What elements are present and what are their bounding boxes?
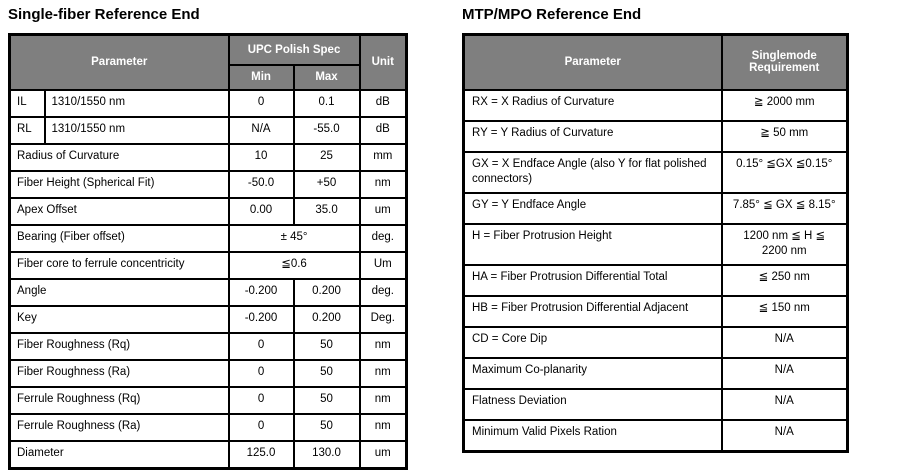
table-cell: 0: [229, 414, 294, 441]
table-row: [10, 144, 407, 171]
table-cell: -55.0: [294, 117, 360, 144]
table-row: [10, 90, 407, 117]
table-cell: ≦ 250 nm: [722, 265, 848, 296]
table-cell: RY = Y Radius of Curvature: [464, 121, 722, 152]
table-cell: -0.200: [229, 306, 294, 333]
single-fiber-section: [8, 6, 405, 470]
table-cell: CD = Core Dip: [464, 327, 722, 358]
table-cell: nm: [360, 360, 407, 387]
table-row: [10, 387, 407, 414]
column-header-requirement: Singlemode Requirement: [722, 34, 848, 90]
table-row: [464, 152, 848, 193]
mtp-mpo-section: [462, 6, 846, 453]
table-cell: Fiber core to ferrule concentricity: [10, 252, 229, 279]
table-row: [10, 333, 407, 360]
table-cell: 0.00: [229, 198, 294, 225]
table-cell: ≦0.6: [229, 252, 360, 279]
table-cell: Radius of Curvature: [10, 144, 229, 171]
table-cell: Ferrule Roughness (Rq): [10, 387, 229, 414]
single-fiber-table: [8, 33, 408, 470]
table-cell: nm: [360, 414, 407, 441]
table-cell: um: [360, 441, 407, 469]
table-cell: 125.0: [229, 441, 294, 469]
table-row: [464, 121, 848, 152]
table-row: [464, 193, 848, 224]
table-cell: 130.0: [294, 441, 360, 469]
table-row: [10, 279, 407, 306]
table-row: [464, 265, 848, 296]
table-cell: -0.200: [229, 279, 294, 306]
table-cell: 50: [294, 414, 360, 441]
table-cell: 0: [229, 333, 294, 360]
table-cell: Diameter: [10, 441, 229, 469]
table-cell: Um: [360, 252, 407, 279]
table-cell: dB: [360, 90, 407, 117]
table-row: [464, 358, 848, 389]
table-row: [10, 306, 407, 333]
table-cell: IL: [10, 90, 45, 117]
table-cell: GX = X Endface Angle (also Y for flat polished connectors): [464, 152, 722, 193]
table-cell: HB = Fiber Protrusion Differential Adjacent: [464, 296, 722, 327]
table-cell: N/A: [229, 117, 294, 144]
table-cell: dB: [360, 117, 407, 144]
table-cell: Fiber Roughness (Ra): [10, 360, 229, 387]
table-cell: Key: [10, 306, 229, 333]
column-header-max: Max: [294, 65, 360, 90]
column-header-parameter: Parameter: [10, 34, 229, 90]
table-cell: 1310/1550 nm: [45, 117, 229, 144]
table-row: [464, 90, 848, 121]
table-cell: RX = X Radius of Curvature: [464, 90, 722, 121]
table-cell: 35.0: [294, 198, 360, 225]
table-cell: ± 45°: [229, 225, 360, 252]
table-row: [10, 117, 407, 144]
table-cell: 0: [229, 387, 294, 414]
table-cell: 0.1: [294, 90, 360, 117]
mtp-mpo-table-header: [464, 34, 848, 90]
table-row: [10, 198, 407, 225]
table-cell: Fiber Roughness (Rq): [10, 333, 229, 360]
table-cell: HA = Fiber Protrusion Differential Total: [464, 265, 722, 296]
table-cell: um: [360, 198, 407, 225]
table-cell: +50: [294, 171, 360, 198]
table-row: [464, 224, 848, 265]
column-header-spec-group: UPC Polish Spec: [229, 34, 360, 65]
table-cell: 10: [229, 144, 294, 171]
column-header-min: Min: [229, 65, 294, 90]
single-fiber-table-header: [10, 34, 407, 90]
table-cell: Fiber Height (Spherical Fit): [10, 171, 229, 198]
table-cell: RL: [10, 117, 45, 144]
table-cell: 0: [229, 90, 294, 117]
table-row: [464, 327, 848, 358]
table-cell: 25: [294, 144, 360, 171]
table-cell: 0.15° ≦GX ≦0.15°: [722, 152, 848, 193]
table-cell: nm: [360, 387, 407, 414]
table-cell: deg.: [360, 225, 407, 252]
table-row: [464, 389, 848, 420]
table-cell: 50: [294, 360, 360, 387]
table-row: [10, 252, 407, 279]
table-cell: mm: [360, 144, 407, 171]
mtp-mpo-title: MTP/MPO Reference End: [462, 6, 642, 23]
table-cell: Minimum Valid Pixels Ration: [464, 420, 722, 452]
table-row: [464, 296, 848, 327]
table-cell: ≦ 150 nm: [722, 296, 848, 327]
table-cell: 1200 nm ≦ H ≦ 2200 nm: [722, 224, 848, 265]
table-row: [10, 414, 407, 441]
table-cell: N/A: [722, 358, 848, 389]
table-cell: N/A: [722, 389, 848, 420]
table-cell: 0: [229, 360, 294, 387]
table-cell: Maximum Co-planarity: [464, 358, 722, 389]
table-cell: Bearing (Fiber offset): [10, 225, 229, 252]
table-cell: 0.200: [294, 279, 360, 306]
table-cell: N/A: [722, 327, 848, 358]
table-cell: Ferrule Roughness (Ra): [10, 414, 229, 441]
table-row: [10, 171, 407, 198]
column-header-parameter: Parameter: [464, 34, 722, 90]
table-cell: Angle: [10, 279, 229, 306]
table-cell: 1310/1550 nm: [45, 90, 229, 117]
table-cell: H = Fiber Protrusion Height: [464, 224, 722, 265]
table-cell: N/A: [722, 420, 848, 452]
table-row: [464, 420, 848, 452]
table-cell: nm: [360, 171, 407, 198]
table-cell: -50.0: [229, 171, 294, 198]
table-cell: Apex Offset: [10, 198, 229, 225]
table-cell: 50: [294, 333, 360, 360]
table-cell: ≧ 2000 mm: [722, 90, 848, 121]
mtp-mpo-table-body: [464, 90, 848, 452]
table-cell: nm: [360, 333, 407, 360]
table-cell: Deg.: [360, 306, 407, 333]
single-fiber-table-body: [10, 90, 407, 469]
table-row: [10, 225, 407, 252]
table-row: [10, 360, 407, 387]
table-cell: 50: [294, 387, 360, 414]
table-cell: 0.200: [294, 306, 360, 333]
table-cell: deg.: [360, 279, 407, 306]
mtp-mpo-table: [462, 33, 849, 453]
single-fiber-title: Single-fiber Reference End: [8, 6, 200, 23]
table-cell: GY = Y Endface Angle: [464, 193, 722, 224]
table-cell: 7.85° ≦ GX ≦ 8.15°: [722, 193, 848, 224]
table-cell: Flatness Deviation: [464, 389, 722, 420]
table-cell: ≧ 50 mm: [722, 121, 848, 152]
column-header-unit: Unit: [360, 34, 407, 90]
